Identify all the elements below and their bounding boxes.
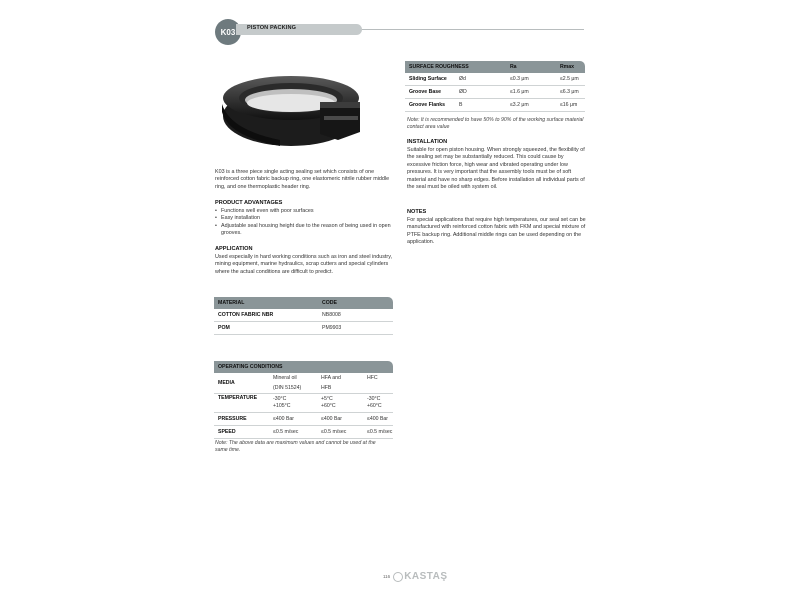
table-cell: B [455, 99, 506, 112]
table-row [214, 322, 393, 335]
table-row [214, 394, 393, 413]
table-row [214, 309, 393, 322]
operating-note: Note: The above data are maximum values and cannot be used at the same time. [215, 440, 376, 454]
logo-text: KASTAŞ [404, 571, 448, 582]
table-cell: Sliding Surface [405, 73, 455, 86]
cell-line: Mineral oil [273, 375, 297, 381]
installation-heading: INSTALLATION [407, 139, 448, 145]
operating-conditions-table [214, 361, 393, 439]
table-cell: HFC [363, 373, 393, 394]
column-header: CODE [318, 297, 393, 309]
cell-line: -30°C [273, 396, 287, 402]
table-cell [269, 394, 317, 413]
advantage-item: • Easy installation [215, 215, 393, 222]
table-cell: ≤6.3 μm [556, 86, 585, 99]
notes-heading: NOTES [407, 209, 427, 215]
table-header-row [214, 361, 393, 373]
column-header: SURFACE ROUGHNESS [405, 61, 506, 73]
column-header: OPERATING CONDITIONS [214, 361, 393, 373]
table-row [214, 413, 393, 426]
table-cell: ≤400 Bar [269, 413, 317, 426]
page-title: PISTON PACKING [247, 25, 297, 31]
notes-text: For special applications that require high temperatures, our seal set can be manufactured with reinforced cotton fabric with FKM and special mixture of PTFE backup ring. Additional middle rings can be used depending on the application. [407, 217, 586, 246]
surface-note: Note: It is recommended to have 50% to 90% of the working surface material contact area value [407, 117, 584, 131]
advantages-list [215, 208, 393, 238]
table-row [214, 373, 393, 394]
cell-line: +5°C [321, 396, 333, 402]
column-header: Rmax [556, 61, 585, 73]
table-cell: ≤3.2 μm [506, 99, 556, 112]
table-cell: ≤0.5 m/sec [317, 426, 363, 439]
cell-line: +60°C [321, 403, 336, 409]
application-text: Used especially in hard working conditions such as iron and steel industry, mining equipment, marine hydraulics, scrap cutters and special cylinders where the actual conditions are difficult to predict. [215, 254, 392, 275]
table-cell: Ød [455, 73, 506, 86]
table-cell [317, 373, 363, 394]
table-row [405, 73, 585, 86]
cell-line: -30°C [367, 396, 381, 402]
page-footer [383, 571, 448, 582]
advantages-heading: PRODUCT ADVANTAGES [215, 200, 283, 206]
table-cell: MEDIA [214, 373, 269, 394]
table-cell: ØD [455, 86, 506, 99]
table-cell [363, 394, 393, 413]
table-row [405, 86, 585, 99]
table-cell: Groove Base [405, 86, 455, 99]
table-cell: TEMPERATURE [214, 394, 269, 413]
cell-line: (DIN 51524) [273, 385, 302, 391]
table-cell [317, 394, 363, 413]
table-cell: PRESSURE [214, 413, 269, 426]
table-row [214, 426, 393, 439]
advantage-item: • Adjustable seal housing height due to the reason of being used in open grooves. [215, 223, 393, 238]
cell-line: +60°C [367, 403, 382, 409]
table-cell: PM9903 [318, 322, 393, 335]
table-cell: ≤1.6 μm [506, 86, 556, 99]
table-cell: ≤0.5 m/sec [363, 426, 393, 439]
material-table [214, 297, 393, 335]
product-description: K03 is a three piece single acting sealing set which consists of one reinforced cotton fabric backup ring, one elastomeric nitrile rubber middle ring, and one thermoplastic header ring. [215, 169, 390, 190]
advantage-item: • Functions well even with poor surfaces [215, 208, 393, 215]
table-cell: ≤0.5 m/sec [269, 426, 317, 439]
company-logo [393, 571, 447, 582]
product-code: K03 [220, 27, 236, 37]
table-cell [269, 373, 317, 394]
table-cell: ≤2.5 μm [556, 73, 585, 86]
table-cell: ≤0.3 μm [506, 73, 556, 86]
application-heading: APPLICATION [215, 246, 253, 252]
table-cell: ≤400 Bar [317, 413, 363, 426]
table-cell: Groove Flanks [405, 99, 455, 112]
column-header: Ra [506, 61, 556, 73]
page-number: 116 [383, 574, 391, 579]
table-row [405, 99, 585, 112]
surface-roughness-table [405, 61, 585, 112]
table-cell: POM [214, 322, 318, 335]
cell-line: +105°C [273, 403, 291, 409]
table-header-row [405, 61, 585, 73]
seal-ring-image [220, 72, 362, 148]
table-cell: ≤16 μm [556, 99, 585, 112]
table-cell: NB8008 [318, 309, 393, 322]
logo-circle-icon [393, 572, 403, 582]
installation-text: Suitable for open piston housing. When strongly squeezed, the flexibility of the sealing set may be substantially reduced. This could cause by excessive friction force, high wear and vibrated operating under low pressures. It is very important that the assembly tools must be of soft material and have no sharp edges. Before installation all individual parts of the seal must be oiled with system oil. [407, 147, 585, 191]
table-cell: COTTON FABRIC NBR [214, 309, 318, 322]
cell-line: HFA and [321, 375, 341, 381]
cell-line: HFB [321, 385, 332, 391]
column-header: MATERIAL [214, 297, 318, 309]
table-cell: ≤400 Bar [363, 413, 393, 426]
table-cell: SPEED [214, 426, 269, 439]
table-header-row [214, 297, 393, 309]
header-divider [362, 29, 584, 30]
